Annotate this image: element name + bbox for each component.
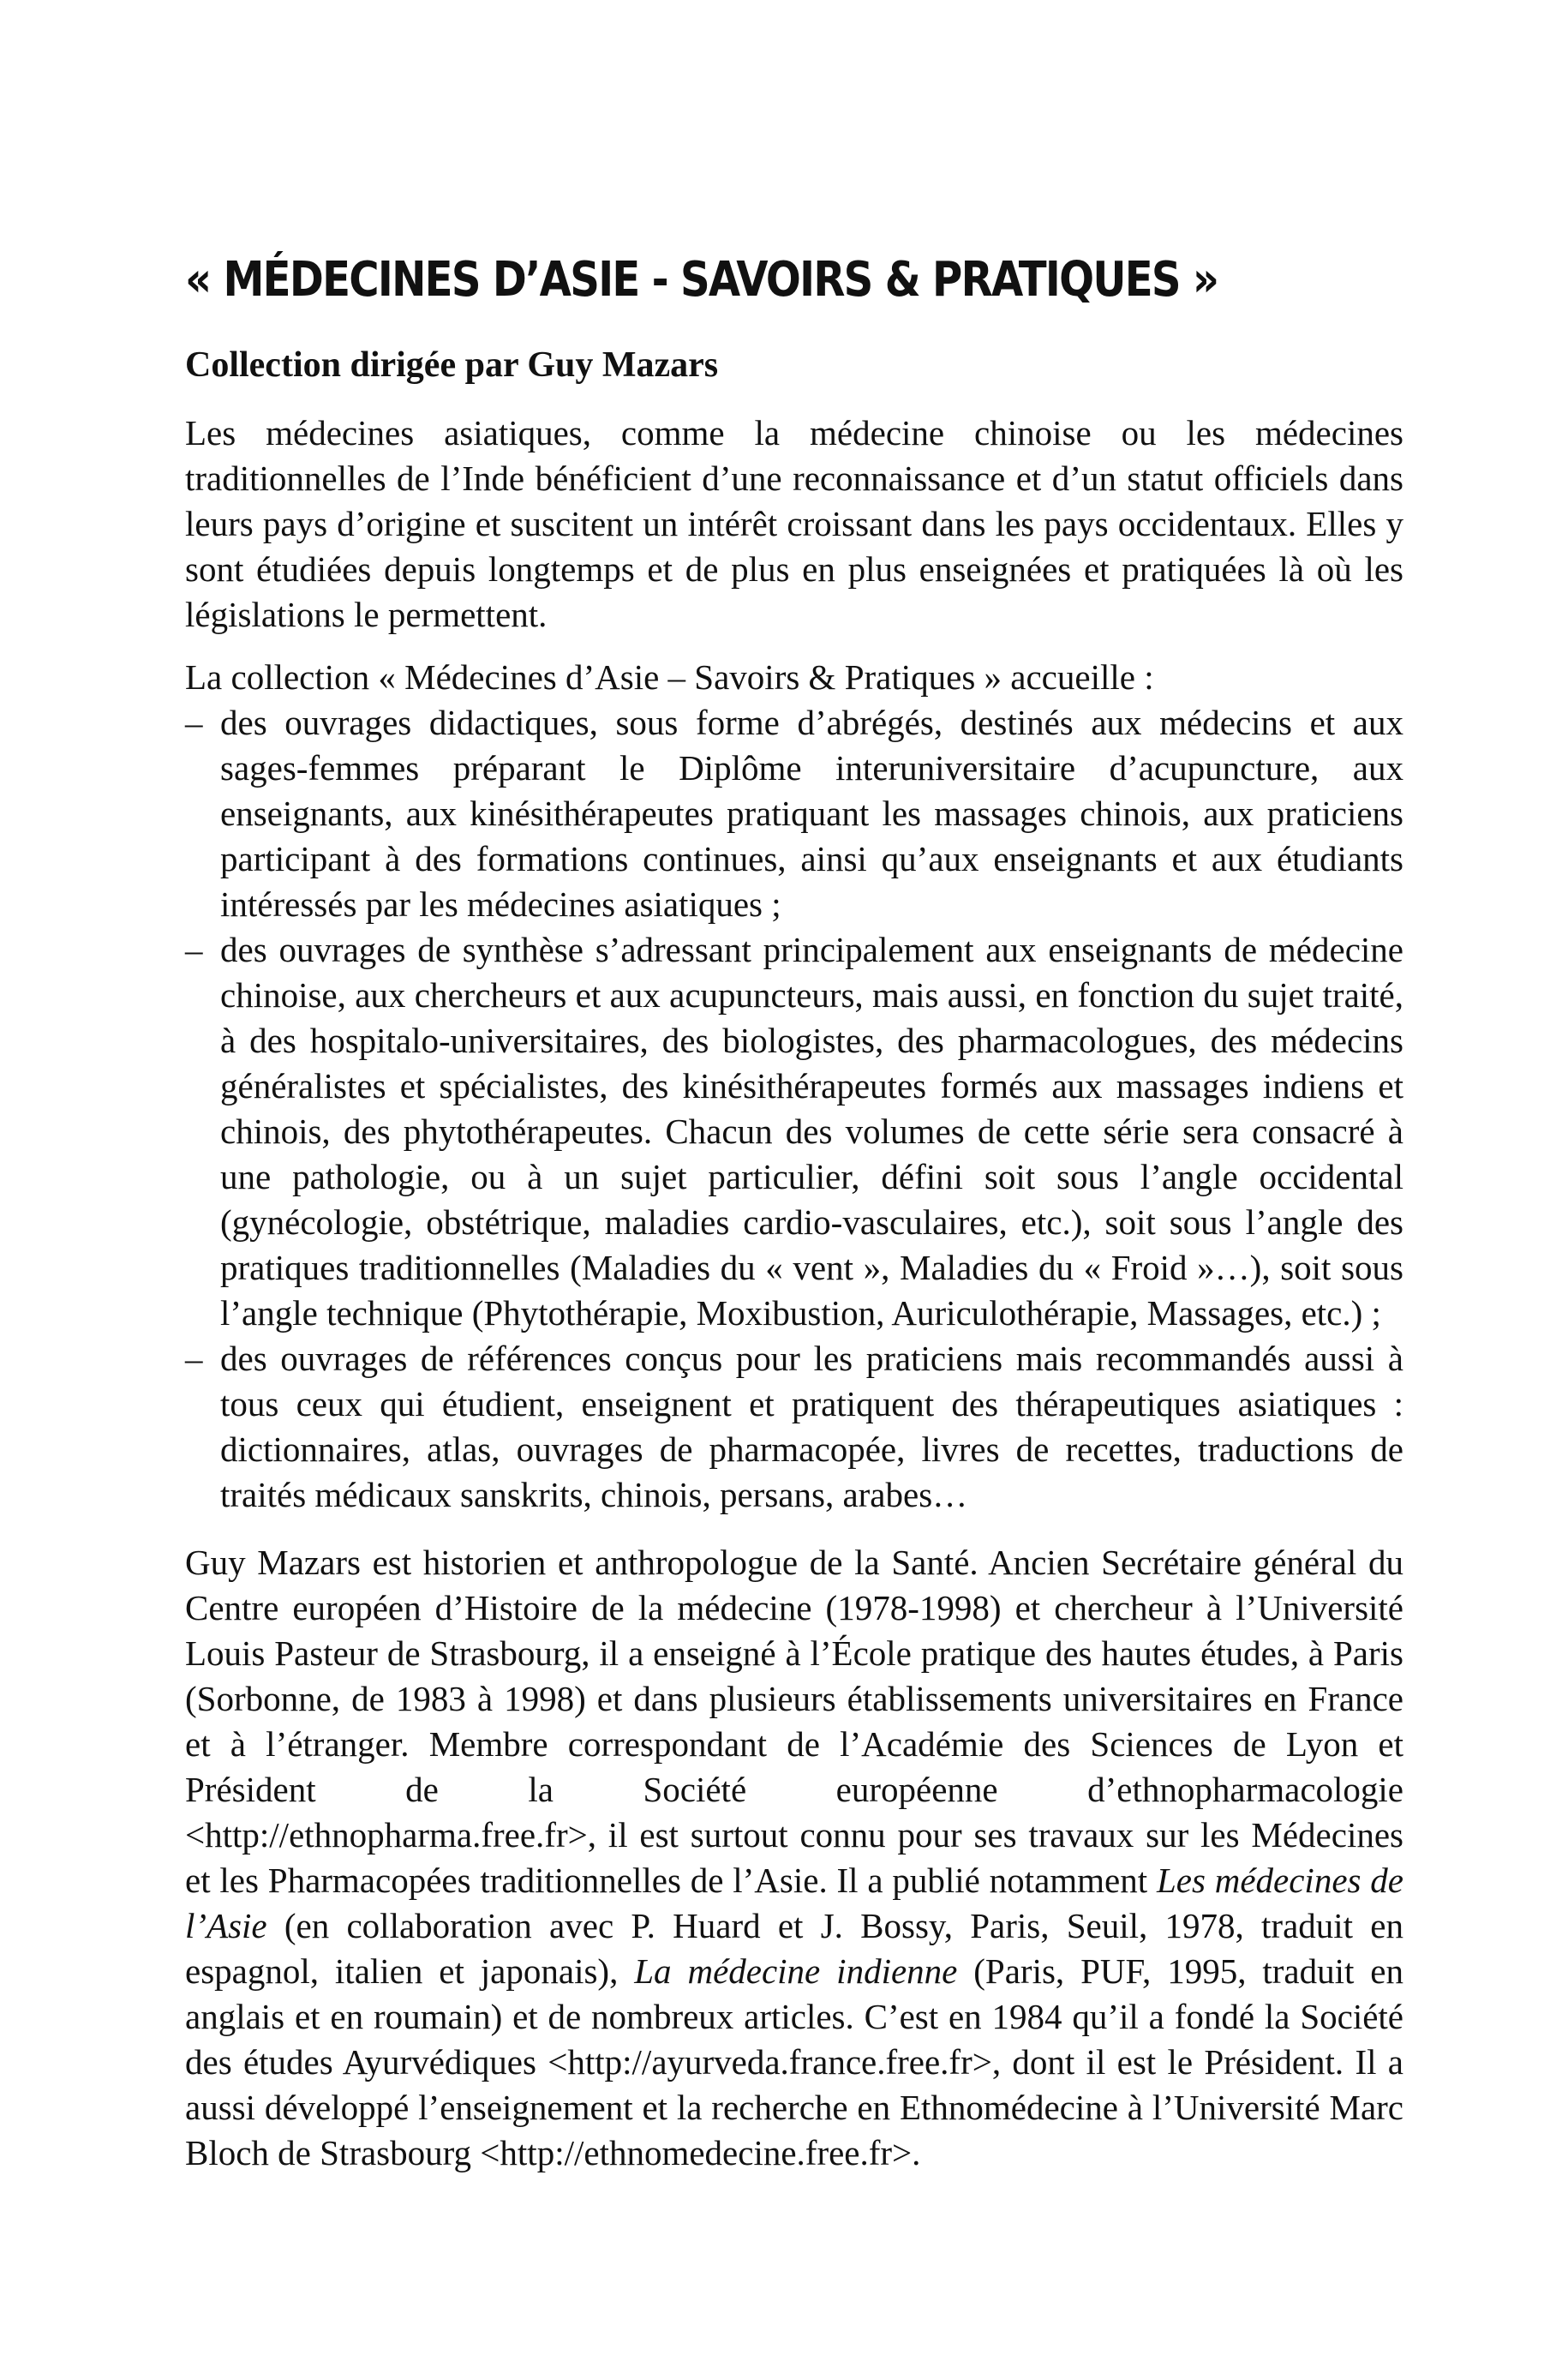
list-item bbox=[185, 1336, 1403, 1518]
book-title-medecines-asie: Les médecines de l’Asie bbox=[185, 1861, 1403, 1945]
collection-items-list bbox=[185, 700, 1403, 1518]
bio-text-part3: (Paris, PUF, 1995, traduit en anglais et en roumain) et de nombreux articles. C’est en 1984 qu’il a fondé la Société des études Ayurvédiques <http://ayurveda.france.free.fr>, dont il est le Président. Il a aussi développé l’enseignement et la recherche en Ethnomédecine à l’Université Marc Bloch de Strasbourg <http://ethnomedecine.free.fr>. bbox=[185, 1951, 1403, 2172]
author-biography bbox=[185, 1540, 1403, 2176]
intro-paragraph: Les médecines asiatiques, comme la médecine chinoise ou les médecines traditionnelles de l’Inde bénéficient d’une reconnaissance et d’un statut officiels dans leurs pays d’origine et suscitent un intérêt croissant dans les pays occidentaux. Elles y sont étudiées depuis longtemps et de plus en plus enseignées et pratiquées là où les législations le permettent. bbox=[185, 413, 1403, 634]
collection-intro: La collection « Médecines d’Asie – Savoirs & Pratiques » accueille : bbox=[185, 657, 1154, 697]
list-item bbox=[185, 927, 1403, 1336]
dash-bullet: – bbox=[185, 703, 203, 742]
list-item-text: des ouvrages de références conçus pour les praticiens mais recommandés aussi à tous ceux qui étudient, enseignent et pratiquent des thérapeutiques asiatiques : dictionnaires, atlas, ouvrages de pharmacopée, livres de recettes, traductions de traités médicaux sanskrits, chinois, persans, arabes… bbox=[220, 1339, 1403, 1514]
list-item-text: des ouvrages de synthèse s’adressant principalement aux enseignants de médecine chinoise, aux chercheurs et aux acupuncteurs, mais aussi, en fonction du sujet traité, à des hospitalo-universitaires, des biologistes, des pharmacologues, des médecins généralistes et spécialistes, des kinésithérapeutes formés aux massages indiens et chinois, des phytothérapeutes. Chacun des volumes de cette série sera consacré à une pathologie, ou à un sujet particulier, défini soit sous l’angle occidental (gynécologie, obstétrique, maladies cardio-vasculaires, etc.), soit sous l’angle des pratiques traditionnelles (Maladies du « vent », Maladies du « Froid »…), soit sous l’angle technique (Phytothérapie, Moxibustion, Auriculothérapie, Massages, etc.) ; bbox=[220, 930, 1403, 1333]
list-item-text: des ouvrages didactiques, sous forme d’abrégés, destinés aux médecins et aux sages-femmes préparant le Diplôme interuniversitaire d’acupuncture, aux enseignants, aux kinésithérapeutes pratiquant les massages chinois, aux praticiens participant à des formations continues, ainsi qu’aux enseignants et aux étudiants intéressés par les médecines asiatiques ; bbox=[220, 703, 1403, 924]
dash-bullet: – bbox=[185, 930, 203, 969]
bio-text-part1: Guy Mazars est historien et anthropologue de la Santé. Ancien Secrétaire général du Centre européen d’Histoire de la médecine (1978-1998) et chercheur à l’Université Louis Pasteur de Strasbourg, il a enseigné à l’École pratique des hautes études, à Paris (Sorbonne, de 1983 à 1998) et dans plusieurs établissements universitaires en France et à l’étranger. Membre correspondant de l’Académie des Sciences de Lyon et Président de la Société européenne d’ethnopharmacologie <http://ethnopharma.free.fr>, il est surtout connu pour ses travaux sur les Médecines et les Pharmacopées traditionnelles de l’Asie. Il a publié notamment bbox=[185, 1543, 1403, 1900]
collection-director: Collection dirigée par Guy Mazars bbox=[185, 345, 719, 385]
list-item bbox=[185, 700, 1403, 927]
bio-text-part2: (en collaboration avec P. Huard et J. Bossy, Paris, Seuil, 1978, traduit en espagnol, italien et japonais), bbox=[185, 1906, 1403, 1991]
dash-bullet: – bbox=[185, 1339, 203, 1378]
book-title-medecine-indienne: La médecine indienne bbox=[634, 1951, 958, 1991]
book-page bbox=[185, 249, 1403, 2176]
collection-title: « MÉDECINES D’ASIE - SAVOIRS & PRATIQUES » bbox=[185, 252, 1218, 308]
